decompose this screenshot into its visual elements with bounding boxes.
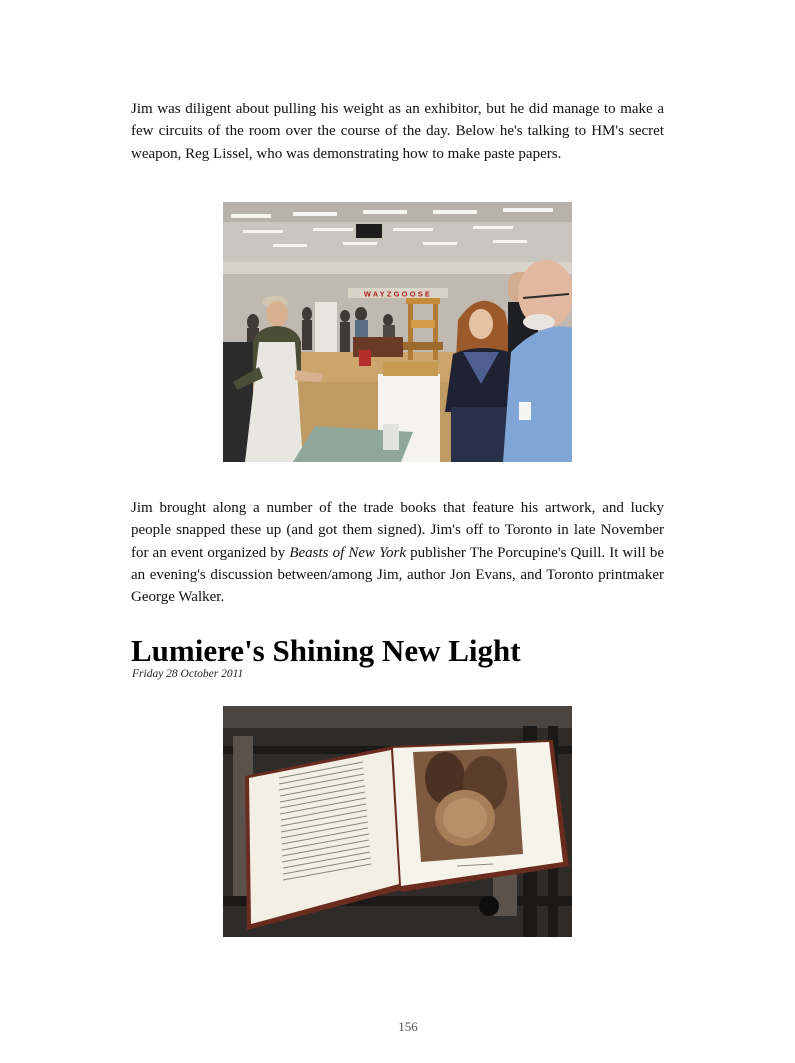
paragraph-trade-books-part1: Jim brought along a number of the trade books that feature his artwork, and lucky people snapped these up (and got them signed). Jim's off to Toronto in late November for an event organized by [131,500,664,561]
photo-open-book [223,706,572,937]
paragraph-trade-books [131,497,664,608]
wayzgoose-banner-text: WAYZGOOSE [363,289,433,299]
page-number: 156 [398,1019,418,1034]
paragraph-trade-books-part2: publisher The Porcupine's Quill. It will be an evening's discussion between/among Jim, author Jon Evans, and Toronto printmaker George Walker. [131,544,664,606]
wayzgoose-banner [348,288,448,299]
paragraph-exhibitor: Jim was diligent about pulling his weight as an exhibitor, but he did manage to make a few circuits of the room over the course of the day. Below he's talking to HM's secret weapon, Reg Lissel, who was demonstrating how to make paste papers. [131,101,664,162]
photo-wayzgoose-fair [223,202,572,462]
post-date: Friday 28 October 2011 [132,668,244,680]
book-title-italic: Beasts of New York [289,544,407,561]
post-title: Lumiere's Shining New Light [131,633,521,668]
